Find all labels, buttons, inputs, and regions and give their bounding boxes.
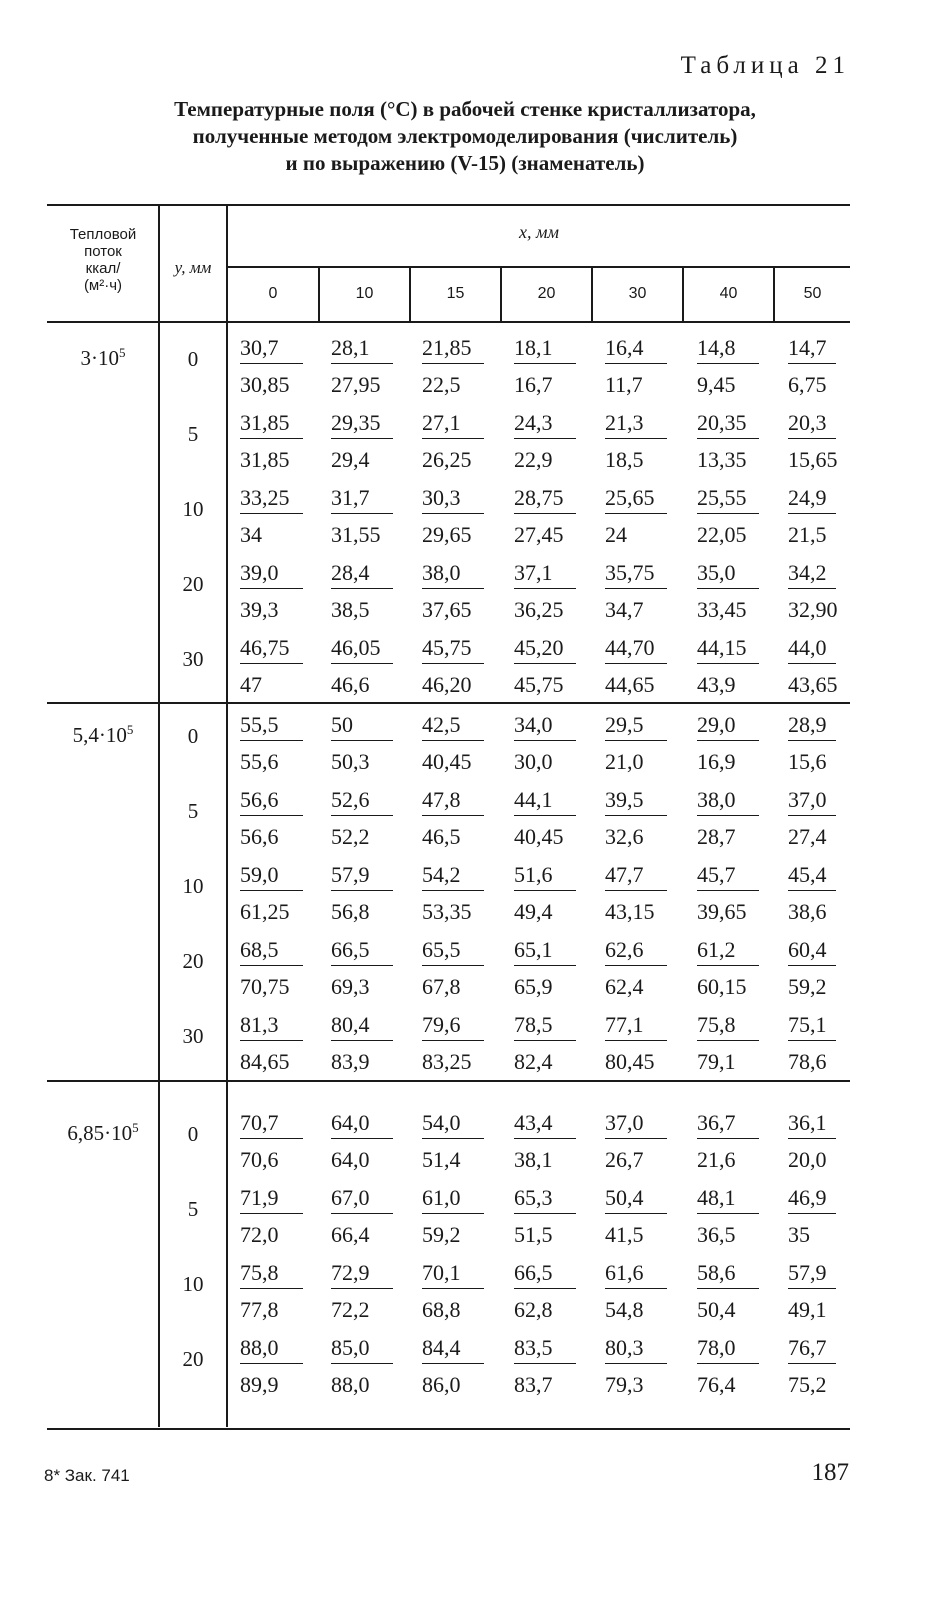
- numerator-value: 46,9: [788, 1183, 836, 1214]
- numerator-value: 37,1: [514, 558, 576, 589]
- numerator-value: 45,7: [697, 860, 759, 891]
- denominator-value: 79,3: [605, 1372, 644, 1397]
- denominator-value: 28,7: [697, 824, 736, 849]
- denominator-value: 46,5: [422, 824, 461, 849]
- numerator-value: 54,0: [422, 1108, 484, 1139]
- denominator-value: 88,0: [331, 1372, 370, 1397]
- numerator-value: 50,4: [605, 1183, 667, 1214]
- denominator-value: 31,55: [331, 522, 381, 547]
- denominator-value: 21,5: [788, 522, 827, 547]
- numerator-value: 16,4: [605, 333, 667, 364]
- denominator-value: 24: [605, 522, 627, 547]
- denominator-value: 38,1: [514, 1147, 553, 1172]
- title-line-2: полученные методом электромоделирования (числитель): [192, 124, 738, 148]
- numerator-value: 34,0: [514, 710, 576, 741]
- denominator-value: 39,3: [240, 597, 279, 622]
- denominator-value: 26,25: [422, 447, 472, 472]
- header-x: x, мм: [519, 222, 559, 242]
- page-number: 187: [811, 1459, 849, 1486]
- header-x-value: 10: [355, 285, 374, 302]
- denominator-value: 61,25: [240, 899, 290, 924]
- numerator-value: 57,9: [788, 1258, 836, 1289]
- numerator-value: 29,35: [331, 408, 393, 439]
- denominator-value: 36,25: [514, 597, 564, 622]
- denominator-value: 75,2: [788, 1372, 827, 1397]
- denominator-value: 46,6: [331, 672, 370, 697]
- header-x-value: 40: [719, 285, 738, 302]
- denominator-value: 83,25: [422, 1049, 472, 1074]
- denominator-value: 55,6: [240, 749, 279, 774]
- numerator-value: 75,1: [788, 1010, 836, 1041]
- denominator-value: 51,4: [422, 1147, 461, 1172]
- denominator-value: 72,0: [240, 1222, 279, 1247]
- numerator-value: 62,6: [605, 935, 667, 966]
- header-x-rule: [228, 266, 850, 268]
- denominator-value: 39,65: [697, 899, 747, 924]
- numerator-value: 50: [331, 710, 393, 741]
- denominator-value: 60,15: [697, 974, 747, 999]
- table-top-rule: [47, 204, 850, 206]
- numerator-value: 72,9: [331, 1258, 393, 1289]
- denominator-value: 40,45: [514, 824, 564, 849]
- numerator-value: 61,6: [605, 1258, 667, 1289]
- numerator-value: 79,6: [422, 1010, 484, 1041]
- denominator-value: 15,65: [788, 447, 838, 472]
- numerator-value: 76,7: [788, 1333, 836, 1364]
- numerator-value: 75,8: [240, 1258, 303, 1289]
- numerator-value: 60,4: [788, 935, 836, 966]
- numerator-value: 55,5: [240, 710, 303, 741]
- y-value: 10: [182, 874, 204, 898]
- y-value: 0: [187, 724, 199, 748]
- denominator-value: 34,7: [605, 597, 644, 622]
- denominator-value: 47: [240, 672, 262, 697]
- table-title: [60, 96, 870, 177]
- denominator-value: 89,9: [240, 1372, 279, 1397]
- group-rule-1: [47, 702, 850, 704]
- denominator-value: 70,75: [240, 974, 290, 999]
- denominator-value: 32,6: [605, 824, 644, 849]
- denominator-value: 27,95: [331, 372, 381, 397]
- denominator-value: 56,6: [240, 824, 279, 849]
- header-y: y, мм: [174, 258, 212, 277]
- denominator-value: 32,90: [788, 597, 838, 622]
- denominator-value: 76,4: [697, 1372, 736, 1397]
- y-value: 20: [182, 572, 204, 596]
- denominator-value: 30,0: [514, 749, 553, 774]
- numerator-value: 25,65: [605, 483, 667, 514]
- denominator-value: 52,2: [331, 824, 370, 849]
- numerator-value: 34,2: [788, 558, 836, 589]
- y-value: 30: [182, 647, 204, 671]
- numerator-value: 66,5: [514, 1258, 576, 1289]
- table-label: Таблица 21: [680, 52, 850, 79]
- numerator-value: 43,4: [514, 1108, 576, 1139]
- denominator-value: 27,4: [788, 824, 827, 849]
- numerator-value: 59,0: [240, 860, 303, 891]
- numerator-value: 30,7: [240, 333, 303, 364]
- denominator-value: 45,75: [514, 672, 564, 697]
- denominator-value: 21,6: [697, 1147, 736, 1172]
- denominator-value: 84,65: [240, 1049, 290, 1074]
- denominator-value: 37,65: [422, 597, 472, 622]
- denominator-value: 13,35: [697, 447, 747, 472]
- numerator-value: 64,0: [331, 1108, 393, 1139]
- denominator-value: 44,65: [605, 672, 655, 697]
- numerator-value: 44,1: [514, 785, 576, 816]
- header-bottom-rule: [47, 321, 850, 323]
- denominator-value: 51,5: [514, 1222, 553, 1247]
- denominator-value: 53,35: [422, 899, 472, 924]
- denominator-value: 49,4: [514, 899, 553, 924]
- y-value: 0: [187, 1122, 199, 1146]
- numerator-value: 78,0: [697, 1333, 759, 1364]
- numerator-value: 37,0: [788, 785, 836, 816]
- numerator-value: 38,0: [422, 558, 484, 589]
- header-x-value: 20: [537, 285, 556, 302]
- numerator-value: 71,9: [240, 1183, 303, 1214]
- denominator-value: 43,65: [788, 672, 838, 697]
- numerator-value: 58,6: [697, 1258, 759, 1289]
- numerator-value: 42,5: [422, 710, 484, 741]
- denominator-value: 16,9: [697, 749, 736, 774]
- numerator-value: 68,5: [240, 935, 303, 966]
- numerator-value: 38,0: [697, 785, 759, 816]
- numerator-value: 14,7: [788, 333, 836, 364]
- numerator-value: 52,6: [331, 785, 393, 816]
- denominator-value: 80,45: [605, 1049, 655, 1074]
- denominator-value: 11,7: [605, 372, 643, 397]
- denominator-value: 62,8: [514, 1297, 553, 1322]
- numerator-value: 36,1: [788, 1108, 836, 1139]
- y-value: 10: [182, 497, 204, 521]
- numerator-value: 88,0: [240, 1333, 303, 1364]
- y-value: 0: [187, 347, 199, 371]
- title-line-3: и по выражению (V-15) (знаменатель): [285, 151, 645, 175]
- numerator-value: 18,1: [514, 333, 576, 364]
- denominator-value: 16,7: [514, 372, 553, 397]
- denominator-value: 15,6: [788, 749, 827, 774]
- numerator-value: 37,0: [605, 1108, 667, 1139]
- denominator-value: 29,4: [331, 447, 370, 472]
- denominator-value: 27,45: [514, 522, 564, 547]
- numerator-value: 35,75: [605, 558, 667, 589]
- numerator-value: 21,85: [422, 333, 484, 364]
- numerator-value: 80,3: [605, 1333, 667, 1364]
- denominator-value: 35: [788, 1222, 810, 1247]
- numerator-value: 70,7: [240, 1108, 303, 1139]
- denominator-value: 30,85: [240, 372, 290, 397]
- numerator-value: 28,1: [331, 333, 393, 364]
- numerator-value: 61,0: [422, 1183, 484, 1214]
- header-x-value: 15: [446, 285, 465, 302]
- denominator-value: 82,4: [514, 1049, 553, 1074]
- denominator-value: 56,8: [331, 899, 370, 924]
- numerator-value: 14,8: [697, 333, 759, 364]
- numerator-value: 66,5: [331, 935, 393, 966]
- denominator-value: 36,5: [697, 1222, 736, 1247]
- numerator-value: 77,1: [605, 1010, 667, 1041]
- denominator-value: 18,5: [605, 447, 644, 472]
- header-heat-flux: Тепловой поток ккал/ (м²·ч): [69, 226, 137, 294]
- numerator-value: 44,70: [605, 633, 667, 664]
- denominator-value: 65,9: [514, 974, 553, 999]
- numerator-value: 80,4: [331, 1010, 393, 1041]
- denominator-value: 54,8: [605, 1297, 644, 1322]
- denominator-value: 59,2: [422, 1222, 461, 1247]
- y-value: 20: [182, 1347, 204, 1371]
- numerator-value: 61,2: [697, 935, 759, 966]
- denominator-value: 83,9: [331, 1049, 370, 1074]
- numerator-value: 57,9: [331, 860, 393, 891]
- numerator-value: 85,0: [331, 1333, 393, 1364]
- numerator-value: 25,55: [697, 483, 759, 514]
- numerator-value: 54,2: [422, 860, 484, 891]
- numerator-value: 28,75: [514, 483, 576, 514]
- numerator-value: 81,3: [240, 1010, 303, 1041]
- numerator-value: 46,75: [240, 633, 303, 664]
- numerator-value: 35,0: [697, 558, 759, 589]
- denominator-value: 43,9: [697, 672, 736, 697]
- denominator-value: 40,45: [422, 749, 472, 774]
- denominator-value: 22,05: [697, 522, 747, 547]
- denominator-value: 33,45: [697, 597, 747, 622]
- numerator-value: 70,1: [422, 1258, 484, 1289]
- denominator-value: 67,8: [422, 974, 461, 999]
- denominator-value: 34: [240, 522, 262, 547]
- denominator-value: 50,3: [331, 749, 370, 774]
- numerator-value: 30,3: [422, 483, 484, 514]
- denominator-value: 29,65: [422, 522, 472, 547]
- numerator-value: 44,0: [788, 633, 836, 664]
- denominator-value: 38,6: [788, 899, 827, 924]
- footer-order-number: 8* Зак. 741: [44, 1466, 130, 1485]
- numerator-value: 56,6: [240, 785, 303, 816]
- denominator-value: 70,6: [240, 1147, 279, 1172]
- denominator-value: 66,4: [331, 1222, 370, 1247]
- header-x-value: 0: [268, 285, 278, 302]
- y-value: 5: [187, 422, 199, 446]
- numerator-value: 28,4: [331, 558, 393, 589]
- numerator-value: 31,85: [240, 408, 303, 439]
- numerator-value: 44,15: [697, 633, 759, 664]
- numerator-value: 75,8: [697, 1010, 759, 1041]
- numerator-value: 65,3: [514, 1183, 576, 1214]
- denominator-value: 46,20: [422, 672, 472, 697]
- denominator-value: 79,1: [697, 1049, 736, 1074]
- denominator-value: 6,75: [788, 372, 827, 397]
- numerator-value: 84,4: [422, 1333, 484, 1364]
- numerator-value: 20,3: [788, 408, 836, 439]
- numerator-value: 48,1: [697, 1183, 759, 1214]
- numerator-value: 33,25: [240, 483, 303, 514]
- numerator-value: 39,0: [240, 558, 303, 589]
- denominator-value: 38,5: [331, 597, 370, 622]
- denominator-value: 64,0: [331, 1147, 370, 1172]
- numerator-value: 36,7: [697, 1108, 759, 1139]
- denominator-value: 83,7: [514, 1372, 553, 1397]
- y-value: 10: [182, 1272, 204, 1296]
- numerator-value: 29,5: [605, 710, 667, 741]
- denominator-value: 86,0: [422, 1372, 461, 1397]
- heat-flux-value: $6,85\cdot 10^5$: [67, 1120, 139, 1145]
- numerator-value: 47,8: [422, 785, 484, 816]
- header-x-value: 50: [803, 285, 822, 302]
- numerator-value: 67,0: [331, 1183, 393, 1214]
- numerator-value: 21,3: [605, 408, 667, 439]
- heat-flux-value: $3\cdot 10^5$: [80, 345, 126, 370]
- denominator-value: 50,4: [697, 1297, 736, 1322]
- numerator-value: 78,5: [514, 1010, 576, 1041]
- numerator-value: 20,35: [697, 408, 759, 439]
- numerator-value: 45,20: [514, 633, 576, 664]
- denominator-value: 77,8: [240, 1297, 279, 1322]
- numerator-value: 24,3: [514, 408, 576, 439]
- numerator-value: 45,75: [422, 633, 484, 664]
- y-value: 5: [187, 1197, 199, 1221]
- y-value: 20: [182, 949, 204, 973]
- numerator-value: 51,6: [514, 860, 576, 891]
- denominator-value: 69,3: [331, 974, 370, 999]
- numerator-value: 27,1: [422, 408, 484, 439]
- denominator-value: 41,5: [605, 1222, 644, 1247]
- numerator-value: 65,5: [422, 935, 484, 966]
- y-column-divider: [226, 205, 228, 1427]
- numerator-value: 31,7: [331, 483, 393, 514]
- y-value: 5: [187, 799, 199, 823]
- heat-flux-value: $5,4\cdot 10^5$: [72, 722, 134, 747]
- table-bottom-rule: [47, 1428, 850, 1430]
- denominator-value: 59,2: [788, 974, 827, 999]
- denominator-value: 21,0: [605, 749, 644, 774]
- numerator-value: 83,5: [514, 1333, 576, 1364]
- title-line-1: Температурные поля (°С) в рабочей стенке кристаллизатора,: [174, 97, 756, 121]
- denominator-value: 62,4: [605, 974, 644, 999]
- denominator-value: 26,7: [605, 1147, 644, 1172]
- denominator-value: 78,6: [788, 1049, 827, 1074]
- denominator-value: 22,9: [514, 447, 553, 472]
- denominator-value: 68,8: [422, 1297, 461, 1322]
- numerator-value: 28,9: [788, 710, 836, 741]
- denominator-value: 49,1: [788, 1297, 827, 1322]
- numerator-value: 45,4: [788, 860, 836, 891]
- denominator-value: 72,2: [331, 1297, 370, 1322]
- denominator-value: 43,15: [605, 899, 655, 924]
- numerator-value: 29,0: [697, 710, 759, 741]
- denominator-value: 31,85: [240, 447, 290, 472]
- denominator-value: 20,0: [788, 1147, 827, 1172]
- y-value: 30: [182, 1024, 204, 1048]
- denominator-value: 9,45: [697, 372, 736, 397]
- numerator-value: 39,5: [605, 785, 667, 816]
- group-rule-2: [47, 1080, 850, 1082]
- header-x-value: 30: [628, 285, 647, 302]
- numerator-value: 47,7: [605, 860, 667, 891]
- numerator-value: 46,05: [331, 633, 393, 664]
- numerator-value: 65,1: [514, 935, 576, 966]
- numerator-value: 24,9: [788, 483, 836, 514]
- denominator-value: 22,5: [422, 372, 461, 397]
